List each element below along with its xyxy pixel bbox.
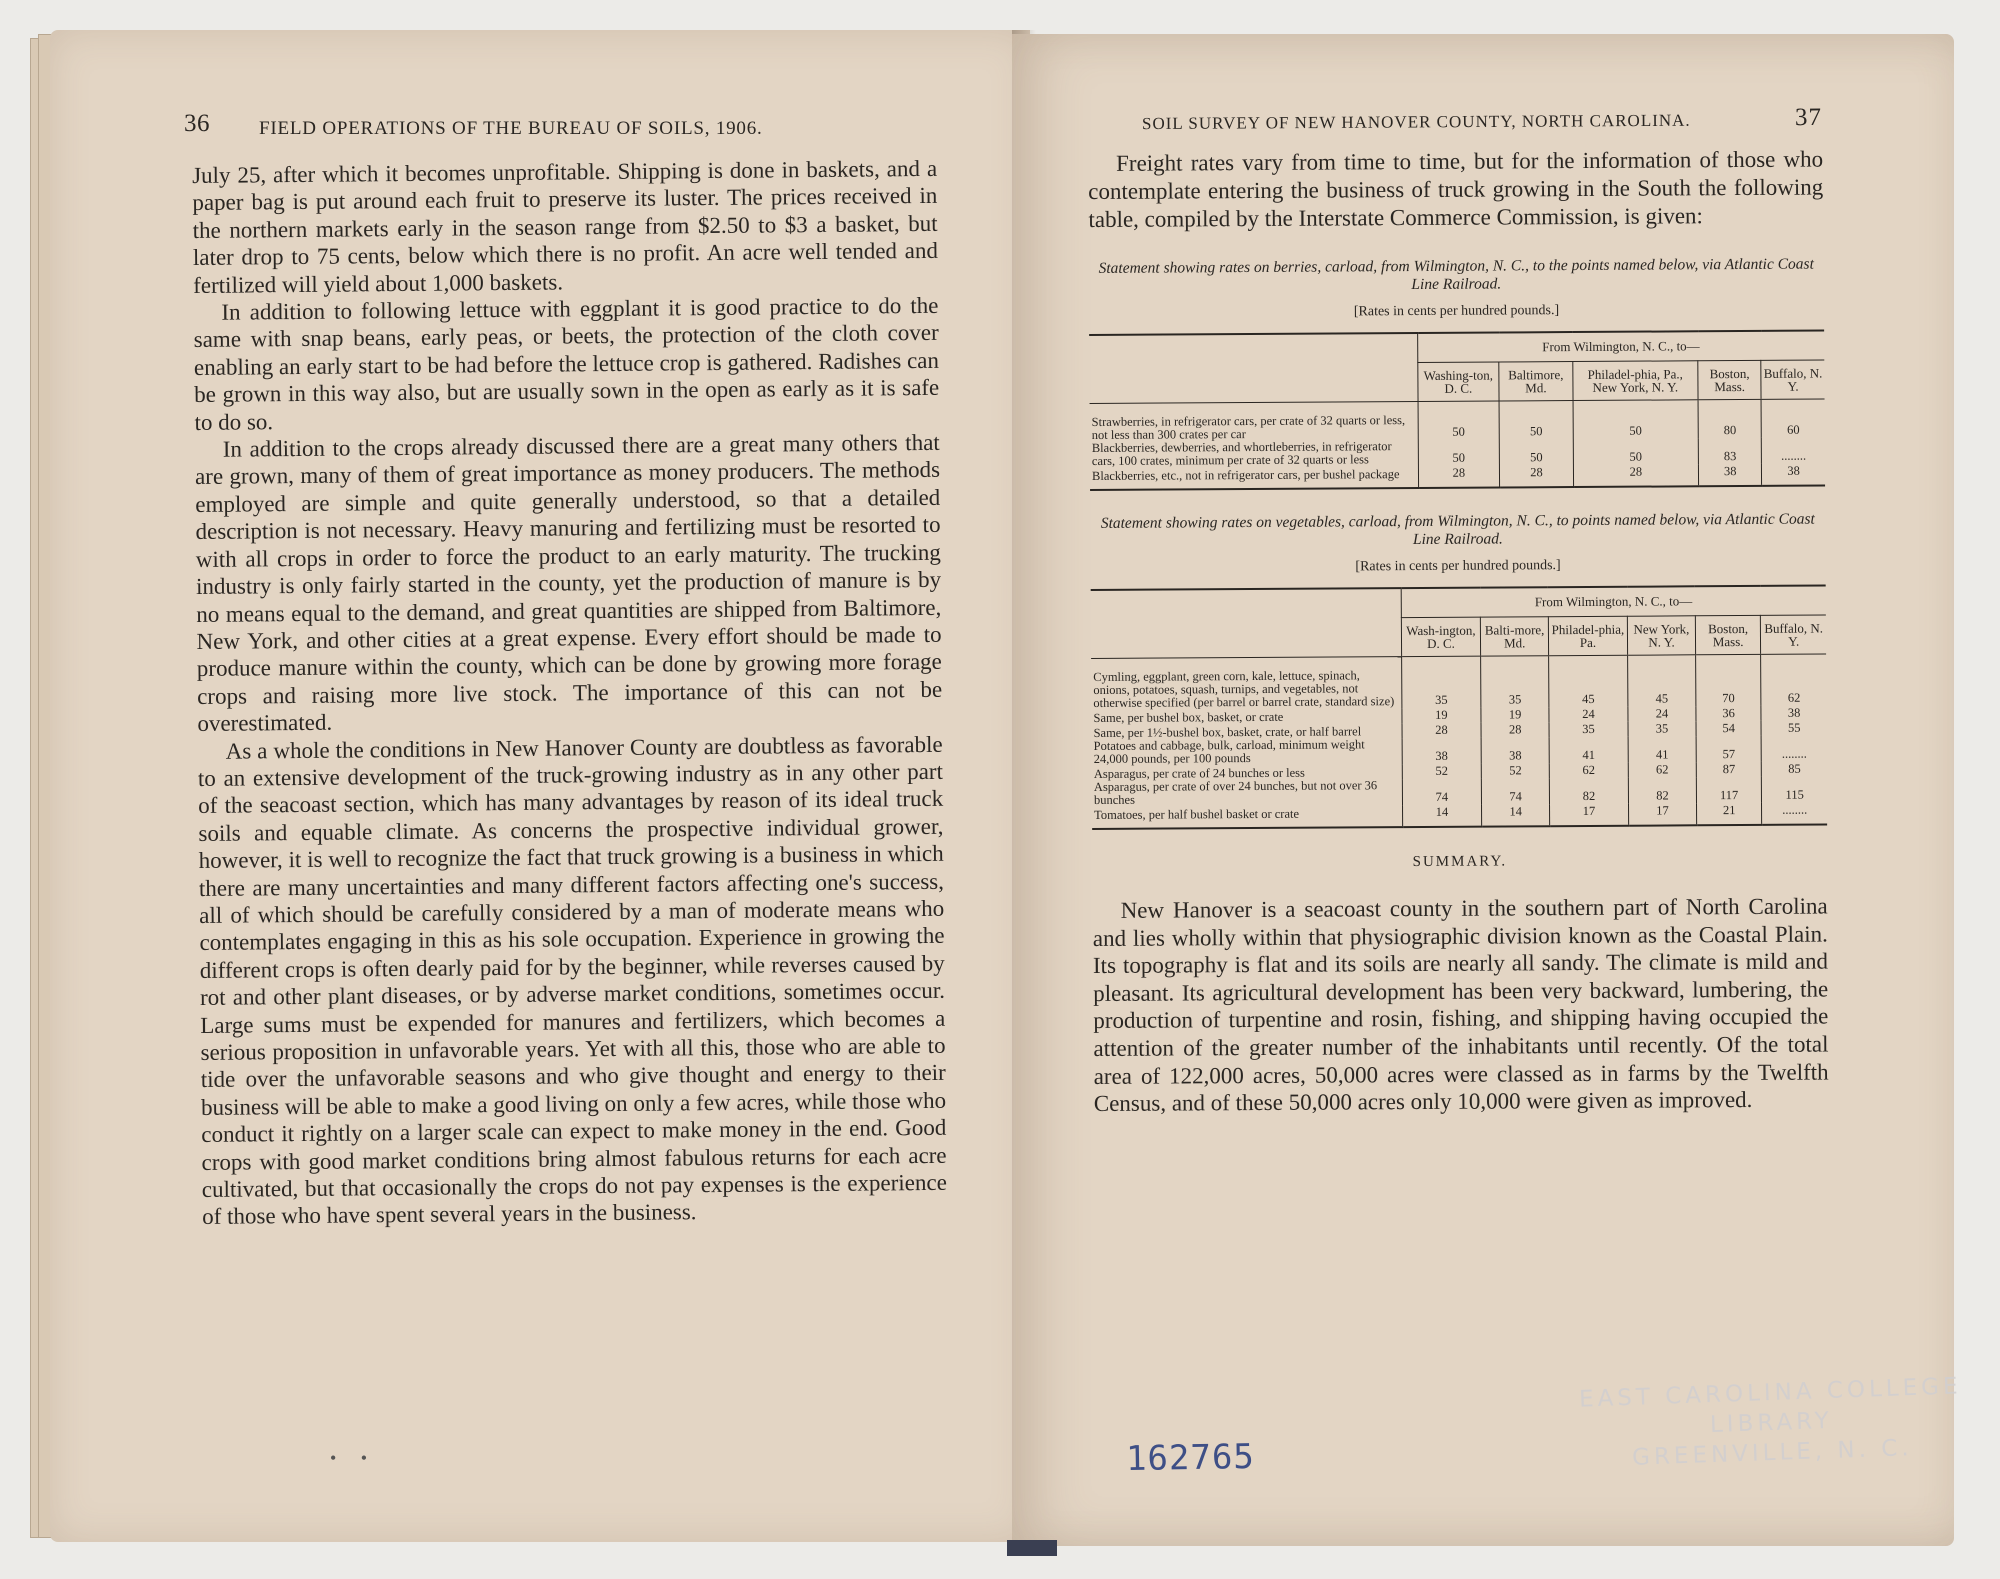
right-running-title: SOIL SURVEY OF NEW HANOVER COUNTY, NORTH CAROLINA. [1141, 110, 1691, 134]
table-row [1091, 654, 1826, 710]
rate-cell: 80 [1698, 399, 1761, 438]
rate-cell: 28 [1481, 722, 1549, 737]
right-page-number: 37 [1794, 103, 1823, 132]
left-running-title: FIELD OPERATIONS OF THE BUREAU OF SOILS, 1906. [259, 118, 763, 139]
row-item: Blackberries, dewberries, and whortleberries, in refrigerator cars, 100 crates, minimum per crate of 32 quarts or less [1091, 439, 1392, 468]
rate-cell: 17 [1629, 803, 1697, 825]
paragraph: As a whole the conditions in New Hanover County are doubtless as favorable to an extensive development of the truck-growing industry as in any other part of the seacoast section, which has many advantages by reason of its ideal truck soils and equable climate. As concerns the prospective individual grower, however, it is well to recognize the fact that truck growing is a business in which there are many uncertainties and many different factors affecting one's success, all of which should be carefully considered by a man of moderate means who contemplates engaging in this as his sole occupation. Experience in growing the different crops is often dearly paid for by the beginner, while reverses caused by rot and other plant diseases, or by adverse market conditions, sometimes occur. Large sums must be expended for manures and fertilizers, which becomes a serious proposition in unfavorable years. Yet with all this, those who are able to tide over the unfavorable seasons and who give thought and energy to their business will be able to make a good living on only a few acres, while those who conduct it rightly on a larger scale can expect to make money in the end. Good crops with good market conditions bring almost fabulous returns for each acre cultivated, but that occasionally the crops do not pay expenses is the experience of those who have spent several years in the business. [197, 731, 947, 1230]
table2-group-header: From Wilmington, N. C., to— [1401, 586, 1826, 618]
rate-cell: ........ [1762, 802, 1827, 824]
library-stamp-line: EAST CAROLINA COLLEGE [1578, 1373, 1962, 1413]
rate-cell: 115 [1762, 776, 1827, 802]
row-item: Asparagus, per crate of 24 bunches or less [1093, 765, 1305, 781]
table-row [1090, 399, 1825, 442]
rate-cell: 41 [1549, 737, 1628, 763]
rate-cell: ........ [1762, 735, 1827, 761]
rate-cell: 45 [1549, 655, 1628, 707]
row-item: Same, per bushel box, basket, or crate [1093, 709, 1284, 725]
row-item: Potatoes and cabbage, bulk, carload, minimum weight 24,000 pounds, per 100 pounds [1093, 737, 1365, 766]
row-item: Same, per 1½-bushel box, basket, crate, or half barrel [1093, 724, 1362, 740]
rate-cell: 52 [1482, 763, 1550, 778]
right-running-head [1141, 103, 1823, 134]
table2-col-header: Balti-more, Md. [1481, 617, 1549, 656]
rate-cell: 45 [1628, 655, 1696, 707]
rate-cell: 38 [1482, 737, 1550, 763]
spine [1007, 1540, 1057, 1556]
rate-cell: 35 [1481, 656, 1549, 708]
rate-cell: 38 [1761, 705, 1826, 720]
rate-cell: 74 [1482, 778, 1550, 804]
row-item: Tomatoes, per half bushel basket or crate [1092, 805, 1402, 829]
rate-cell: 36 [1696, 706, 1762, 721]
rate-cell: 85 [1762, 761, 1827, 776]
stray-marks: • • [330, 1448, 378, 1468]
rate-cell: ........ [1762, 438, 1825, 464]
rate-cell: 83 [1698, 438, 1761, 464]
table-row [1090, 464, 1825, 490]
rate-cell: 19 [1481, 707, 1549, 722]
rate-cell: 50 [1573, 400, 1699, 439]
table2-col-header: Boston, Mass. [1695, 615, 1761, 654]
rate-cell: 82 [1549, 778, 1628, 804]
table2-col-header: Buffalo, N. Y. [1761, 615, 1826, 654]
rate-cell: 62 [1549, 763, 1628, 778]
summary-heading: SUMMARY. [1412, 853, 1508, 871]
table2-caption: Statement showing rates on vegetables, carload, from Wilmington, N. C., to points named below, via Atlantic Coast Line Railroad. [1100, 510, 1815, 549]
rate-cell: 28 [1573, 464, 1699, 487]
rate-cell: 82 [1628, 777, 1696, 803]
rate-cell: 52 [1402, 764, 1482, 779]
rate-cell: 50 [1499, 401, 1573, 440]
table1-group-header: From Wilmington, N. C., to— [1417, 331, 1824, 363]
rate-cell: 28 [1402, 723, 1482, 738]
rate-cell: 14 [1402, 805, 1482, 827]
table2-note: [Rates in cents per hundred pounds.] [1355, 558, 1561, 575]
rate-cell: 28 [1418, 465, 1500, 487]
paragraph: In addition to following lettuce with eggplant it is good practice to do the same with snap beans, early peas, or beets, the protection of the cloth cover enabling an early start to be had before the lettuce crop is gathered. Radishes can be grown in this way also, but are usually sown in the open as early as it is safe to do so. [193, 292, 940, 435]
rate-cell: 117 [1696, 777, 1762, 803]
library-stamp-line: LIBRARY [1709, 1407, 1834, 1439]
table2-col-header: Philadel-phia, Pa. [1548, 616, 1627, 655]
table1-caption: Statement showing rates on berries, carload, from Wilmington, N. C., to the points named below, via Atlantic Coast Line Railroad. [1098, 255, 1814, 294]
table-row [1092, 802, 1827, 828]
table1-col-header: Boston, Mass. [1698, 360, 1762, 399]
rate-cell: 24 [1549, 707, 1628, 722]
table1-col-header: Philadel-phia, Pa., New York, N. Y. [1572, 361, 1698, 401]
summary-text [1093, 892, 1829, 1117]
left-body-text [192, 155, 947, 1231]
table1-col-header: Baltimore, Md. [1499, 362, 1573, 401]
rate-cell: 35 [1401, 656, 1481, 708]
rate-cell: 35 [1628, 721, 1696, 736]
rate-cell: 87 [1696, 762, 1762, 777]
intro-paragraph: Freight rates vary from time to time, but for the information of those who contemplate entering the business of truck growing in the South the following table, compiled by the Interstate Commerce Commission, is given: [1088, 146, 1824, 232]
row-item: Cymling, eggplant, green corn, kale, lettuce, spinach, onions, potatoes, squash, turnips, and vegetables, not otherwise specified (per barrel or barrel crate, standard size) [1093, 668, 1395, 710]
row-item: Blackberries, etc., not in refrigerator cars, per bushel package [1090, 466, 1418, 490]
rate-cell: 14 [1482, 804, 1550, 826]
rate-cell: 54 [1696, 721, 1762, 736]
rate-cell: 28 [1500, 465, 1574, 487]
rate-cell: 50 [1573, 438, 1699, 465]
right-page-content [1088, 146, 1829, 1118]
table1-note: [Rates in cents per hundred pounds.] [1353, 303, 1560, 320]
table1-col-header: Washing-ton, D. C. [1417, 362, 1499, 401]
rate-cell: 35 [1549, 722, 1628, 737]
rate-cell: 55 [1761, 720, 1826, 735]
rate-cell: 24 [1628, 706, 1696, 721]
row-item: Asparagus, per crate of over 24 bunches, but not over 36 bunches [1093, 778, 1378, 807]
rate-cell: 41 [1628, 736, 1696, 762]
rate-cell: 62 [1628, 762, 1696, 777]
rate-cell: 74 [1402, 779, 1482, 805]
accession-number-stamp: 162765 [1125, 1436, 1256, 1480]
rate-cell: 19 [1401, 708, 1481, 723]
rate-cell: 57 [1696, 736, 1762, 762]
intro-text [1088, 146, 1823, 234]
rate-cell: 38 [1762, 464, 1825, 486]
left-page [50, 30, 1030, 1542]
table1-col-header: Buffalo, N. Y. [1761, 360, 1824, 399]
library-stamp-line: GREENVILLE, N. C. [1631, 1435, 1914, 1471]
table2-col-header: New York, N. Y. [1627, 616, 1695, 655]
rate-cell: 17 [1549, 804, 1628, 826]
rate-cell: 21 [1696, 803, 1762, 825]
berries-rate-table [1089, 330, 1825, 491]
paragraph: In addition to the crops already discussed there are a great many others that are grown, many of them of great importance as money producers. The methods employed are simple and quite generally understood, so that a detailed description is not necessary. Heavy manuring and fertilizing must be resorted to with all crops in order to force the product to an early maturity. The trucking industry is only fairly started in the county, yet the production of manure is by no means equal to the demand, and great quantities are shipped from Baltimore, New York, and other cities at a great expense. Every effort should be made to produce manure within the county, which can be done by growing more forage crops and raising more live stock. The importance of this can not be overestimated. [194, 429, 943, 737]
left-running-head [184, 110, 964, 138]
summary-paragraph: New Hanover is a seacoast county in the southern part of North Carolina and lies wholly within that physiographic division known as the Coastal Plain. Its topography is flat and its soils are nearly all sandy. The climate is mild and pleasant. Its agricultural development has been very backward, lumbering, the production of turpentine and rosin, fishing, and shipping having occupied the attention of the greater number of the inhabitants until recently. Of the total area of 122,000 acres, 50,000 acres were classed as in farms by the Twelfth Census, and of these 50,000 acres only 10,000 were given as improved. [1092, 893, 1829, 1117]
rate-cell: 60 [1761, 399, 1824, 438]
row-item: Strawberries, in refrigerator cars, per crate of 32 quarts or less, not less than 300 crates per car [1091, 413, 1406, 442]
table2-col-header: Wash-ington, D. C. [1401, 617, 1481, 656]
rate-cell: 50 [1500, 439, 1574, 465]
rate-cell: 38 [1402, 738, 1482, 764]
paragraph: July 25, after which it becomes unprofitable. Shipping is done in baskets, and a paper bag is put around each fruit to preserve its luster. The prices received in the northern markets early in the season range from $2.50 to $3 a basket, but later drop to 75 cents, below which there is no profit. An acre well tended and fertilized will yield about 1,000 baskets. [192, 155, 939, 298]
vegetables-rate-table [1091, 585, 1827, 830]
rate-cell: 62 [1761, 654, 1826, 706]
rate-cell: 70 [1696, 654, 1762, 706]
left-page-number: 36 [184, 110, 210, 137]
rate-cell: 50 [1418, 401, 1500, 440]
library-stamp [1579, 1371, 1965, 1474]
rate-cell: 38 [1699, 464, 1762, 486]
rate-cell: 50 [1418, 439, 1500, 465]
